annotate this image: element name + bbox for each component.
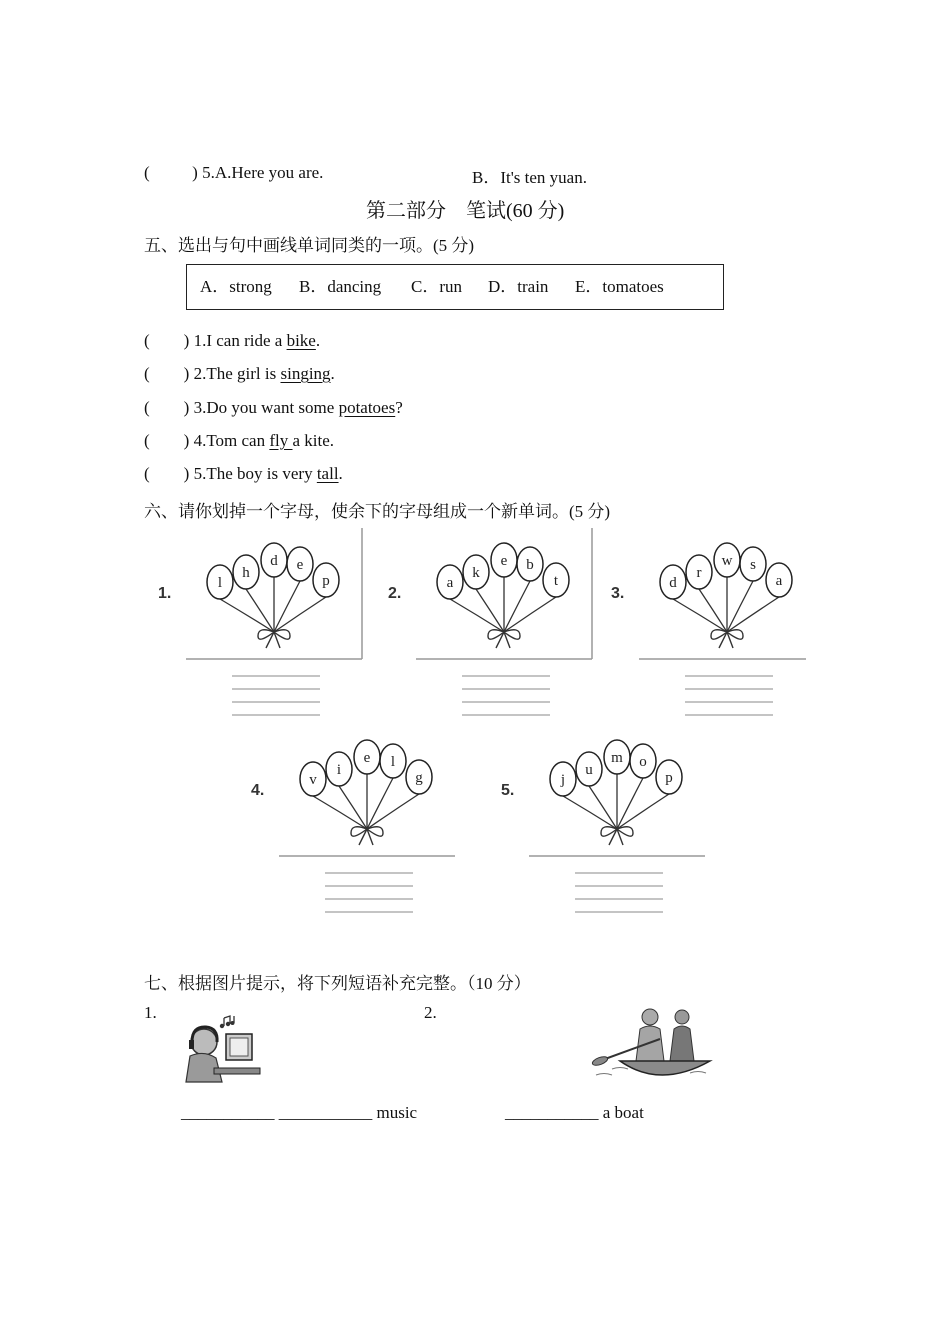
balloon-puzzle-2 bbox=[380, 528, 594, 723]
puzzle-number: 4. bbox=[251, 782, 265, 799]
balloon-letter: l bbox=[217, 575, 223, 591]
q4-5-option-b: B．It's ten yuan. bbox=[472, 168, 587, 187]
balloon-puzzle-1 bbox=[150, 528, 364, 723]
q7-2-answer-line[interactable]: ___________ a boat bbox=[505, 1103, 644, 1122]
puzzle-number: 2. bbox=[388, 585, 402, 602]
balloon-letter: e bbox=[500, 553, 508, 569]
balloon-letter: k bbox=[472, 565, 480, 581]
balloon-letter: p bbox=[322, 573, 330, 589]
balloon-letter: a bbox=[775, 573, 783, 589]
balloon-letter: d bbox=[669, 575, 677, 591]
paren-close: ) bbox=[192, 163, 198, 182]
q7-1-number: 1. bbox=[144, 1003, 157, 1022]
s5-item-5: ( ) 5.The boy is very tall. bbox=[144, 464, 343, 483]
balloon-letter: d bbox=[270, 553, 278, 569]
balloon-letter: j bbox=[560, 772, 566, 788]
balloon-letter: v bbox=[309, 772, 317, 788]
part2-title: 第二部分 笔试(60 分) bbox=[366, 200, 565, 222]
balloon-letter: l bbox=[390, 754, 396, 770]
underlined-word: potatoes bbox=[338, 398, 396, 417]
balloon-letter: b bbox=[526, 557, 534, 573]
balloon-letter: e bbox=[363, 750, 371, 766]
s5-item-2: ( ) 2.The girl is singing. bbox=[144, 364, 335, 383]
balloon-letter: h bbox=[242, 565, 250, 581]
balloon-letter: s bbox=[750, 557, 756, 573]
balloon-letter: t bbox=[553, 573, 559, 589]
s5-item-1: ( ) 1.I can ride a bike. bbox=[144, 331, 321, 350]
q4-5-row bbox=[144, 163, 323, 183]
puzzle-number: 1. bbox=[158, 585, 172, 602]
underlined-word: singing bbox=[280, 364, 331, 383]
section7-heading: 七、根据图片提示，将下列短语补充完整。（10 分） bbox=[144, 974, 531, 993]
section6-heading: 六、请你划掉一个字母，使余下的字母组成一个新单词。(5 分) bbox=[144, 502, 611, 521]
listening-music-picture bbox=[176, 1012, 264, 1086]
s5-item-4: ( ) 4.Tom can fly a kite. bbox=[144, 431, 335, 450]
balloon-letter: u bbox=[585, 762, 593, 778]
underlined-word: bike bbox=[286, 331, 316, 350]
puzzle-number: 5. bbox=[501, 782, 515, 799]
balloon-letter: m bbox=[611, 750, 623, 766]
balloon-letter: e bbox=[296, 557, 304, 573]
option-b: B．dancing bbox=[299, 277, 382, 296]
q7-2-number: 2. bbox=[424, 1003, 437, 1022]
s5-item-3: ( ) 3.Do you want some potatoes? bbox=[144, 398, 403, 417]
balloon-puzzle-4 bbox=[243, 725, 457, 920]
option-c: C．run bbox=[411, 277, 462, 296]
balloon-letter: i bbox=[336, 762, 342, 778]
q4-5-text: 5.A.Here you are. bbox=[202, 163, 324, 182]
puzzle-number: 3. bbox=[611, 585, 625, 602]
paren-open: ( bbox=[144, 163, 150, 182]
underlined-word: fly bbox=[269, 431, 293, 450]
balloon-letter: a bbox=[446, 575, 454, 591]
q7-1-answer-line[interactable]: ___________ ___________ music bbox=[181, 1103, 418, 1122]
balloon-letter: w bbox=[721, 553, 733, 569]
balloon-letter: o bbox=[639, 754, 647, 770]
balloon-puzzle-5 bbox=[493, 725, 707, 920]
balloon-letter: g bbox=[415, 770, 423, 786]
option-a: A．strong bbox=[200, 277, 272, 296]
section5-heading: 五、选出与句中画线单词同类的一项。(5 分) bbox=[144, 236, 475, 255]
option-e: E．tomatoes bbox=[575, 277, 664, 296]
rowing-boat-picture bbox=[590, 1003, 724, 1089]
balloon-puzzle-3 bbox=[603, 528, 808, 723]
balloon-letter: p bbox=[665, 770, 673, 786]
balloon-letter: r bbox=[696, 565, 702, 581]
underlined-word: tall bbox=[316, 464, 339, 483]
option-d: D．train bbox=[488, 277, 549, 296]
